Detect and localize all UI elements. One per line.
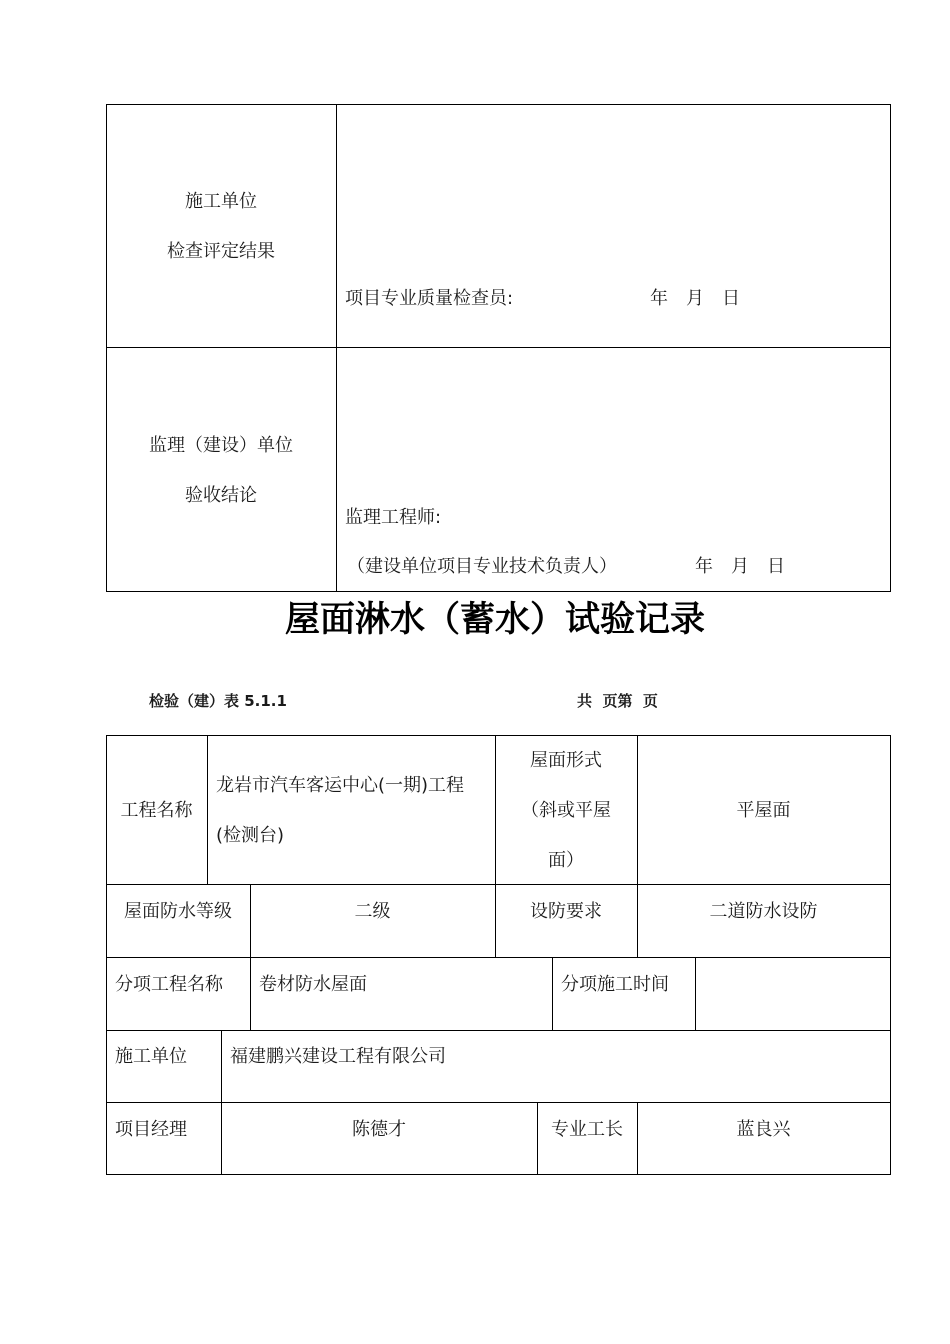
supervisor-conclusion-label-line2: 验收结论 [185, 485, 257, 506]
table-cell-divider [207, 735, 208, 884]
roof-form-label: 屋面形式 [530, 750, 602, 771]
waterproof-grade-label: 屋面防水等级 [124, 901, 232, 922]
form-code: 检验（建）表 5.1.1 [149, 692, 287, 710]
table-border-right [890, 735, 891, 1174]
upper-table-divider [106, 347, 891, 348]
upper-table-border-bottom [106, 591, 891, 592]
table-cell-divider [221, 1030, 222, 1102]
fortification-label: 设防要求 [530, 901, 602, 922]
roof-form-label-line2: （斜或平屋 [521, 800, 611, 821]
foreman-value: 蓝良兴 [736, 1119, 791, 1140]
project-name-label: 工程名称 [120, 800, 193, 821]
upper-table-border-left [106, 104, 107, 591]
quality-inspector-label: 项目专业质量检查员: [345, 288, 514, 309]
date-day-label: 日 [722, 288, 740, 309]
page-info: 共 页第 页 [577, 692, 658, 710]
upper-table-border-right [890, 104, 891, 591]
owner-technical-lead-label: （建设单位项目专业技术负责人） [347, 556, 617, 577]
table-row-divider [106, 1030, 891, 1031]
contractor-result-label: 施工单位 [185, 191, 257, 212]
project-name-value: 龙岩市汽车客运中心(一期)工程 [216, 775, 465, 796]
supervising-engineer-label: 监理工程师: [345, 507, 442, 528]
upper-table-border-top [106, 104, 891, 105]
contractor-value: 福建鹏兴建设工程有限公司 [230, 1046, 446, 1067]
table-row-divider [106, 884, 891, 885]
sub-item-name-label: 分项工程名称 [115, 974, 223, 995]
contractor-result-label-line2: 检查评定结果 [167, 241, 275, 262]
roof-form-value: 平屋面 [736, 800, 791, 821]
page-title: 屋面淋水（蓄水）试验记录 [284, 600, 705, 640]
table-cell-divider [250, 957, 251, 1030]
table-border-bottom [106, 1174, 891, 1175]
fortification-value: 二道防水设防 [709, 901, 818, 922]
upper-table-column-divider [336, 104, 337, 591]
table-border-top [106, 735, 891, 736]
date-month-label: 月 [686, 288, 704, 309]
date-year-label: 年 [695, 556, 713, 577]
table-row-divider [106, 957, 891, 958]
project-name-value-line2: (检测台) [216, 825, 285, 846]
date-month-label: 月 [731, 556, 749, 577]
waterproof-grade-value: 二级 [354, 901, 391, 922]
sub-item-time-label: 分项施工时间 [561, 974, 669, 995]
table-cell-divider [695, 957, 696, 1030]
date-year-label: 年 [650, 288, 668, 309]
supervisor-conclusion-label: 监理（建设）单位 [149, 435, 293, 456]
project-manager-value: 陈德才 [352, 1119, 406, 1140]
table-row-divider [106, 1102, 891, 1103]
project-manager-label: 项目经理 [115, 1119, 187, 1140]
roof-form-label-line3: 面） [548, 850, 584, 871]
sub-item-name-value: 卷材防水屋面 [259, 974, 367, 995]
table-cell-divider [552, 957, 553, 1030]
date-day-label: 日 [767, 556, 785, 577]
foreman-label: 专业工长 [551, 1119, 623, 1140]
contractor-label: 施工单位 [115, 1046, 187, 1067]
